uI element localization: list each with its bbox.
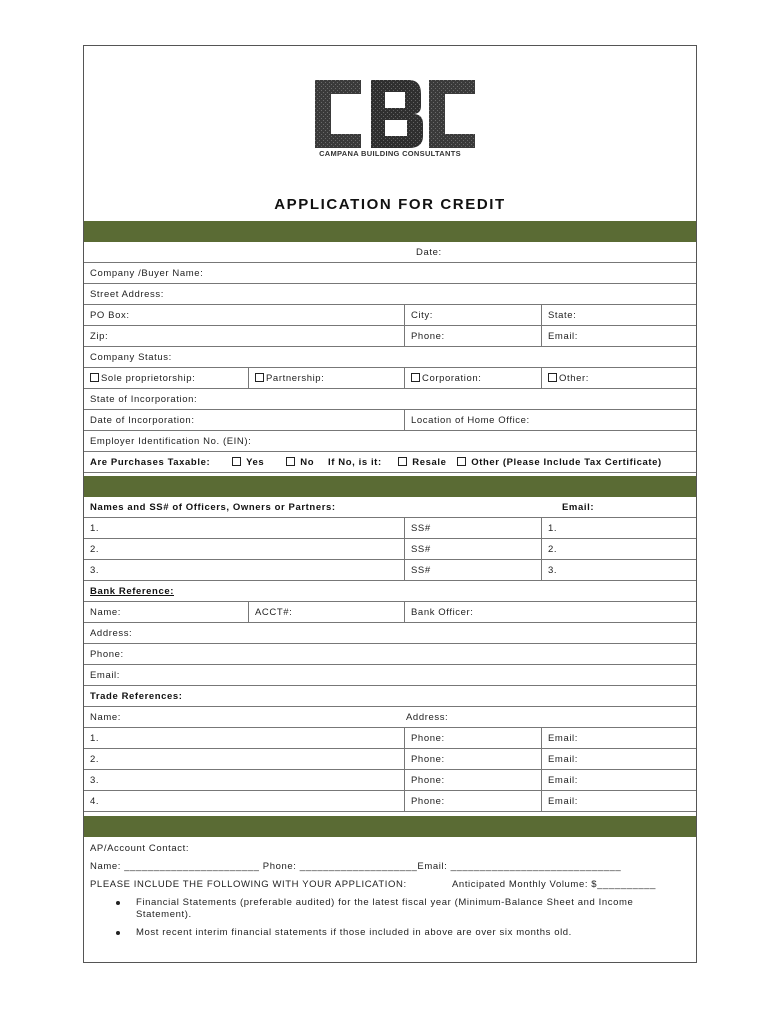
taxable-label: Are Purchases Taxable: — [90, 457, 211, 468]
if-no-label: If No, is it: — [328, 457, 382, 468]
officer-ss: SS# — [404, 518, 431, 538]
checkbox-icon[interactable] — [232, 457, 241, 466]
trade-num: 3. — [90, 775, 100, 786]
checkbox-icon[interactable] — [255, 373, 264, 382]
trade-email: Email: — [541, 791, 578, 811]
bullet-interim-statements: Most recent interim financial statements if those included in above are over six months old. — [136, 927, 572, 938]
partnership-option[interactable] — [248, 368, 324, 388]
ein-row — [84, 431, 696, 452]
credit-application-form — [83, 45, 697, 963]
trade-header: Trade References: — [90, 691, 183, 702]
state-inc-label: State of Incorporation: — [90, 394, 198, 405]
ein-label: Employer Identification No. (EIN): — [90, 436, 252, 447]
email-field-label: Email: — [541, 326, 578, 346]
state-field-label: State: — [541, 305, 576, 325]
trade-row — [84, 728, 696, 749]
home-office-label: Location of Home Office: — [404, 410, 530, 430]
trade-address-label: Address: — [406, 712, 449, 723]
company-name-row — [84, 263, 696, 284]
officer-ss: SS# — [404, 560, 431, 580]
bank-acct-label: ACCT#: — [248, 602, 292, 622]
bank-phone-row — [84, 644, 696, 665]
bank-email-label: Email: — [90, 670, 120, 681]
phone-field-label: Phone: — [404, 326, 445, 346]
resale-option[interactable] — [392, 452, 446, 472]
other-label: Other: — [559, 373, 589, 384]
bank-address-label: Address: — [90, 628, 133, 639]
bank-name-row — [84, 602, 696, 623]
trade-email: Email: — [541, 749, 578, 769]
trade-num: 4. — [90, 796, 100, 807]
checkbox-icon[interactable] — [457, 457, 466, 466]
resale-label: Resale — [412, 457, 447, 468]
date-inc-label: Date of Incorporation: — [90, 415, 195, 426]
officers-header: Names and SS# of Officers, Owners or Partners: — [90, 502, 336, 513]
ap-contact-label: AP/Account Contact: — [90, 843, 190, 854]
checkbox-icon[interactable] — [398, 457, 407, 466]
bank-email-row — [84, 665, 696, 686]
other-tax-option[interactable] — [451, 452, 662, 472]
bank-name-label: Name: — [90, 607, 121, 618]
section-band — [84, 816, 696, 837]
taxable-row — [84, 452, 696, 473]
checkbox-icon[interactable] — [90, 373, 99, 382]
company-name: CAMPANA BUILDING CONSULTANTS — [319, 149, 461, 158]
bullet-financial-statements: Financial Statements (preferable audited) for the latest fiscal year (Minimum-Balance Sheet and Income Statement). — [136, 897, 634, 920]
taxable-no-option[interactable] — [280, 452, 314, 472]
corporation-option[interactable] — [404, 368, 481, 388]
officer-email: 3. — [541, 560, 557, 580]
monthly-volume-label: Anticipated Monthly Volume: $__________ — [452, 879, 657, 890]
page-title: APPLICATION FOR CREDIT — [274, 196, 506, 213]
yes-label: Yes — [246, 457, 265, 468]
company-status-row — [84, 347, 696, 368]
officers-email-header: Email: — [562, 502, 595, 513]
checkbox-icon[interactable] — [286, 457, 295, 466]
trade-phone: Phone: — [404, 770, 445, 790]
checkbox-icon[interactable] — [411, 373, 420, 382]
trade-email: Email: — [541, 728, 578, 748]
trade-num: 2. — [90, 754, 100, 765]
trade-row — [84, 749, 696, 770]
no-label: No — [300, 457, 315, 468]
officers-header-row — [84, 497, 696, 518]
trade-row — [84, 791, 696, 812]
status-options-row — [84, 368, 696, 389]
street-address-field-label: Street Address: — [90, 289, 164, 300]
pobox-row — [84, 305, 696, 326]
bullet-icon — [116, 901, 120, 905]
company-status-label: Company Status: — [90, 352, 172, 363]
trade-phone: Phone: — [404, 749, 445, 769]
other-option[interactable] — [541, 368, 589, 388]
officer-ss: SS# — [404, 539, 431, 559]
section-band — [84, 221, 696, 242]
taxable-yes-option[interactable] — [226, 452, 264, 472]
officer-num: 2. — [90, 544, 100, 555]
trade-phone: Phone: — [404, 791, 445, 811]
company-name-field-label: Company /Buyer Name: — [90, 268, 204, 279]
pobox-field-label: PO Box: — [90, 310, 130, 321]
officer-email: 1. — [541, 518, 557, 538]
street-address-row — [84, 284, 696, 305]
officer-email: 2. — [541, 539, 557, 559]
corporation-label: Corporation: — [422, 373, 482, 384]
bank-header: Bank Reference: — [90, 586, 174, 597]
partnership-label: Partnership: — [266, 373, 325, 384]
zip-field-label: Zip: — [90, 331, 109, 342]
bank-header-row — [84, 581, 696, 602]
trade-subheader-row — [84, 707, 696, 728]
officer-num: 1. — [90, 523, 100, 534]
officer-row — [84, 560, 696, 581]
trade-phone: Phone: — [404, 728, 445, 748]
contact-name-line: Name: _______________________ Phone: ____________________Email: _____________________________ — [90, 861, 622, 872]
trade-row — [84, 770, 696, 791]
date-field-label: Date: — [416, 247, 442, 258]
date-row — [84, 242, 696, 263]
trade-header-row — [84, 686, 696, 707]
state-inc-row — [84, 389, 696, 410]
officer-num: 3. — [90, 565, 100, 576]
officer-row — [84, 539, 696, 560]
sole-proprietorship-option[interactable] — [84, 368, 195, 388]
bank-officer-label: Bank Officer: — [404, 602, 474, 622]
date-inc-row — [84, 410, 696, 431]
bank-address-row — [84, 623, 696, 644]
trade-num: 1. — [90, 733, 100, 744]
city-field-label: City: — [404, 305, 433, 325]
trade-email: Email: — [541, 770, 578, 790]
zip-row — [84, 326, 696, 347]
bullet-icon — [116, 931, 120, 935]
include-instructions: PLEASE INCLUDE THE FOLLOWING WITH YOUR APPLICATION: — [90, 879, 407, 890]
trade-name-label: Name: — [90, 712, 121, 723]
other-tax-label: Other (Please Include Tax Certificate) — [471, 457, 662, 468]
bank-phone-label: Phone: — [90, 649, 124, 660]
section-band — [84, 476, 696, 497]
officer-row — [84, 518, 696, 539]
checkbox-icon[interactable] — [548, 373, 557, 382]
sole-label: Sole proprietorship: — [101, 373, 196, 384]
